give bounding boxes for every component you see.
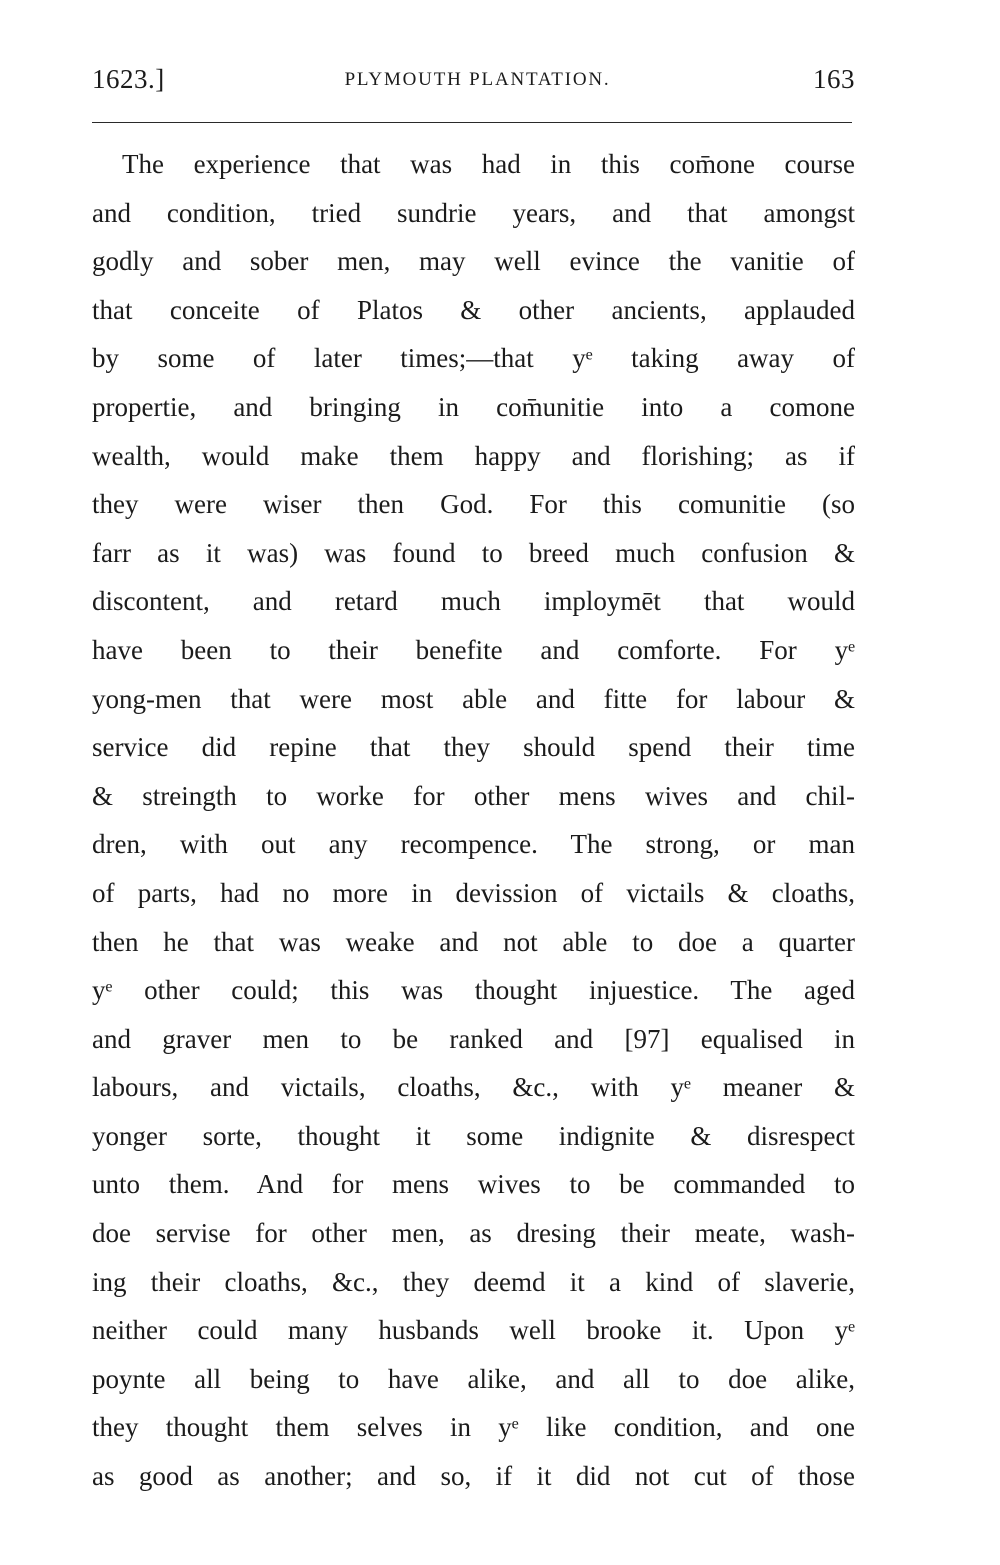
text-line: neither could many husbands well brooke it. Upon yᵉ [92,1315,855,1346]
text-line: The experience that was had in this com̄one course [122,149,855,179]
text-line: dren, with out any recompence. The strong, or man [92,829,855,860]
text-line: they thought them selves in yᵉ like condition, and one [92,1412,855,1443]
text-line: farr as it was) was found to breed much confusion & [92,537,855,568]
running-head [92,64,855,100]
text-line: discontent, and retard much imploymēt that would [92,586,855,617]
header-rule [92,122,852,123]
text-line: they were wiser then God. For this comunitie (so [92,489,855,520]
text-line: yonger sorte, thought it some indignite & disrespect [92,1120,855,1151]
text-line: propertie, and bringing in com̄unitie into a comone [92,391,855,422]
text-line: yᵉ other could; this was thought injuestice. The aged [92,975,855,1006]
header-title: PLYMOUTH PLANTATION. [344,69,611,90]
text-line: then he that was weake and not able to doe a quarter [92,926,855,957]
text-line: doe servise for other men, as dresing their meate, wash- [92,1218,855,1249]
text-line: wealth, would make them happy and florishing; as if [92,440,855,471]
header-year: 1623.] [92,64,165,94]
text-line: of parts, had no more in devission of victails & cloaths, [92,877,855,908]
text-line: unto them. And for mens wives to be commanded to [92,1169,855,1200]
text-line: yong-men that were most able and fitte for labour & [92,683,855,714]
text-line: service did repine that they should spend their time [92,732,855,763]
text-line: that conceite of Platos & other ancients, applauded [92,294,855,325]
text-line: as good as another; and so, if it did not cut of those [92,1461,855,1492]
body-text [92,140,855,1501]
text-line: by some of later times;—that yᵉ taking away of [92,343,855,374]
text-line: and condition, tried sundrie years, and that amongst [92,197,855,228]
page-number: 163 [813,64,855,94]
text-line: ing their cloaths, &c., they deemd it a kind of slaverie, [92,1266,855,1297]
text-line: and graver men to be ranked and [97] equalised in [92,1023,855,1054]
text-line: poynte all being to have alike, and all to doe alike, [92,1363,855,1394]
text-line: & streingth to worke for other mens wives and chil- [92,780,855,811]
text-line: godly and sober men, may well evince the vanitie of [92,246,855,277]
text-line: labours, and victails, cloaths, &c., with yᵉ meaner & [92,1072,855,1103]
text-line: have been to their benefite and comforte. For yᵉ [92,634,855,665]
